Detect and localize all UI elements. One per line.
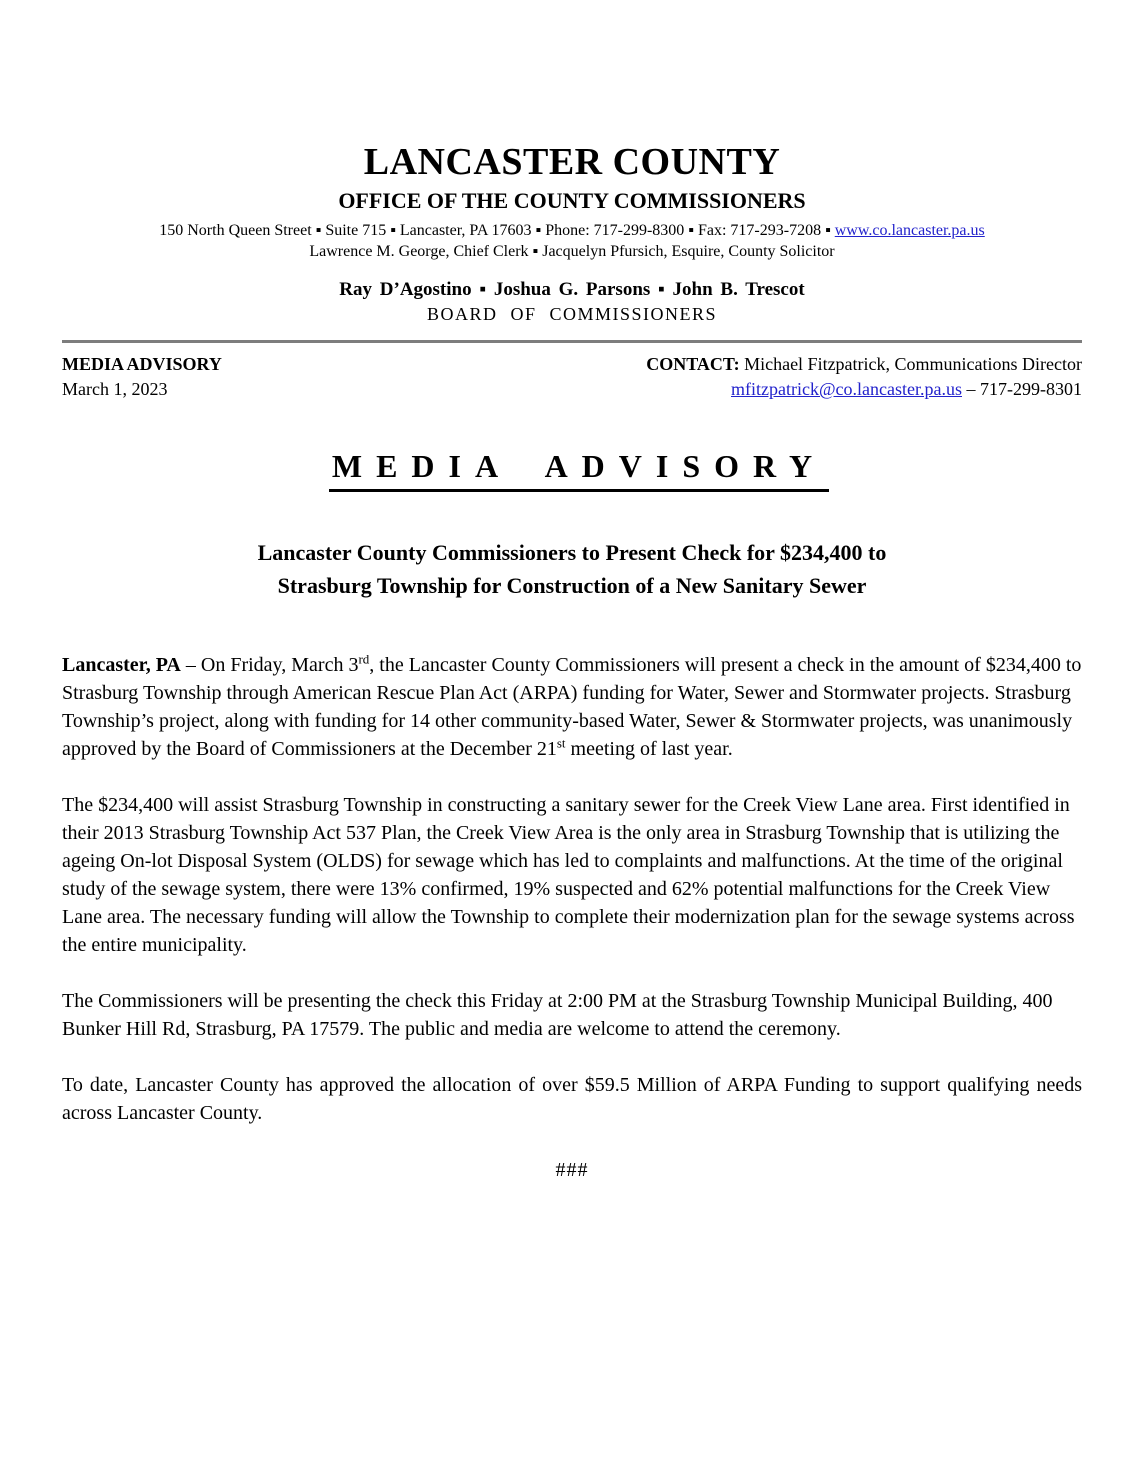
paragraph-text: – On Friday, March 3: [180, 654, 359, 677]
advisory-date: March 1, 2023: [62, 379, 168, 400]
contact-line: [646, 352, 1082, 377]
headline-line-1: Lancaster County Commissioners to Present Check for $234,400 to: [257, 540, 887, 566]
advisory-meta-right: [646, 352, 1082, 402]
body-paragraph-4: To date, Lancaster County has approved the allocation of over $59.5 Million of ARPA Funding to support qualifying needs across Lancaster County.: [62, 1074, 1082, 1125]
website-link[interactable]: www.co.lancaster.pa.us: [834, 222, 985, 240]
closing-marker: ###: [555, 1159, 589, 1182]
advisory-meta-left: [62, 352, 222, 402]
body-paragraph-1: [62, 651, 1082, 763]
advisory-title-text: MEDIA ADVISORY: [329, 449, 829, 492]
advisory-title: [62, 449, 1082, 492]
office-title: OFFICE OF THE COUNTY COMMISSIONERS: [338, 187, 806, 213]
body-paragraph-2: The $234,400 will assist Strasburg Township in constructing a sanitary sewer for the Creek View Lane area. First identified in their 2013 Strasburg Township Act 537 Plan, the Creek View Area is the only area in Strasburg Township that is utilizing the ageing On-lot Disposal System (OLDS) for sewage which has led to complaints and malfunctions. At the time of the original study of the sewage system, there were 13% confirmed, 19% suspected and 62% potential malfunctions for the Creek View Lane area. The necessary funding will allow the Township to complete their modernization plan for the sewage systems across the entire municipality.: [62, 794, 1075, 957]
contact-line-2: [646, 377, 1082, 402]
address-line: [62, 220, 1082, 241]
paragraph-text: , the Lancaster County Commissioners will present a check in the amount of $234,400 to Strasburg Township through American Rescue Plan Act (ARPA) funding for Water, Sewer and Stormwater projects. Strasburg Township’s project, along with funding for 14 other community-based Water, Sewer & Stormwater projects, was unanimously approved by the Board of Commissioners at the December 21: [62, 654, 1082, 761]
contact-name: Michael Fitzpatrick, Communications Director: [739, 354, 1082, 375]
contact-label: CONTACT:: [646, 354, 740, 375]
headline: [62, 536, 1082, 602]
advisory-meta: [62, 352, 1082, 402]
org-title: LANCASTER COUNTY: [363, 141, 781, 183]
board-label: BOARD OF COMMISSIONERS: [426, 304, 718, 325]
letterhead: [62, 143, 1082, 325]
contact-phone: – 717-299-8301: [962, 379, 1082, 400]
media-advisory-label: MEDIA ADVISORY: [62, 354, 222, 375]
dateline: Lancaster, PA: [62, 654, 181, 677]
commissioners-line: Ray D’Agostino ▪ Joshua G. Parsons ▪ John B. Trescot: [339, 279, 805, 301]
superscript-ordinal: rd: [358, 651, 370, 667]
paragraph-text: meeting of last year.: [565, 738, 733, 761]
staff-line: Lawrence M. George, Chief Clerk ▪ Jacquelyn Pfursich, Esquire, County Solicitor: [309, 243, 835, 261]
address-text: 150 North Queen Street ▪ Suite 715 ▪ Lancaster, PA 17603 ▪ Phone: 717-299-8300 ▪ Fax: 717-293-7208 ▪: [159, 222, 835, 240]
superscript-ordinal: st: [556, 735, 566, 751]
divider-rule: [62, 340, 1082, 343]
headline-line-2: Strasburg Township for Construction of a New Sanitary Sewer: [277, 573, 867, 599]
contact-email-link[interactable]: mfitzpatrick@co.lancaster.pa.us: [731, 379, 962, 400]
body-paragraph-3: The Commissioners will be presenting the check this Friday at 2:00 PM at the Strasburg Township Municipal Building, 400 Bunker Hill Rd, Strasburg, PA 17579. The public and media are welcome to attend the ceremony.: [62, 990, 1053, 1041]
